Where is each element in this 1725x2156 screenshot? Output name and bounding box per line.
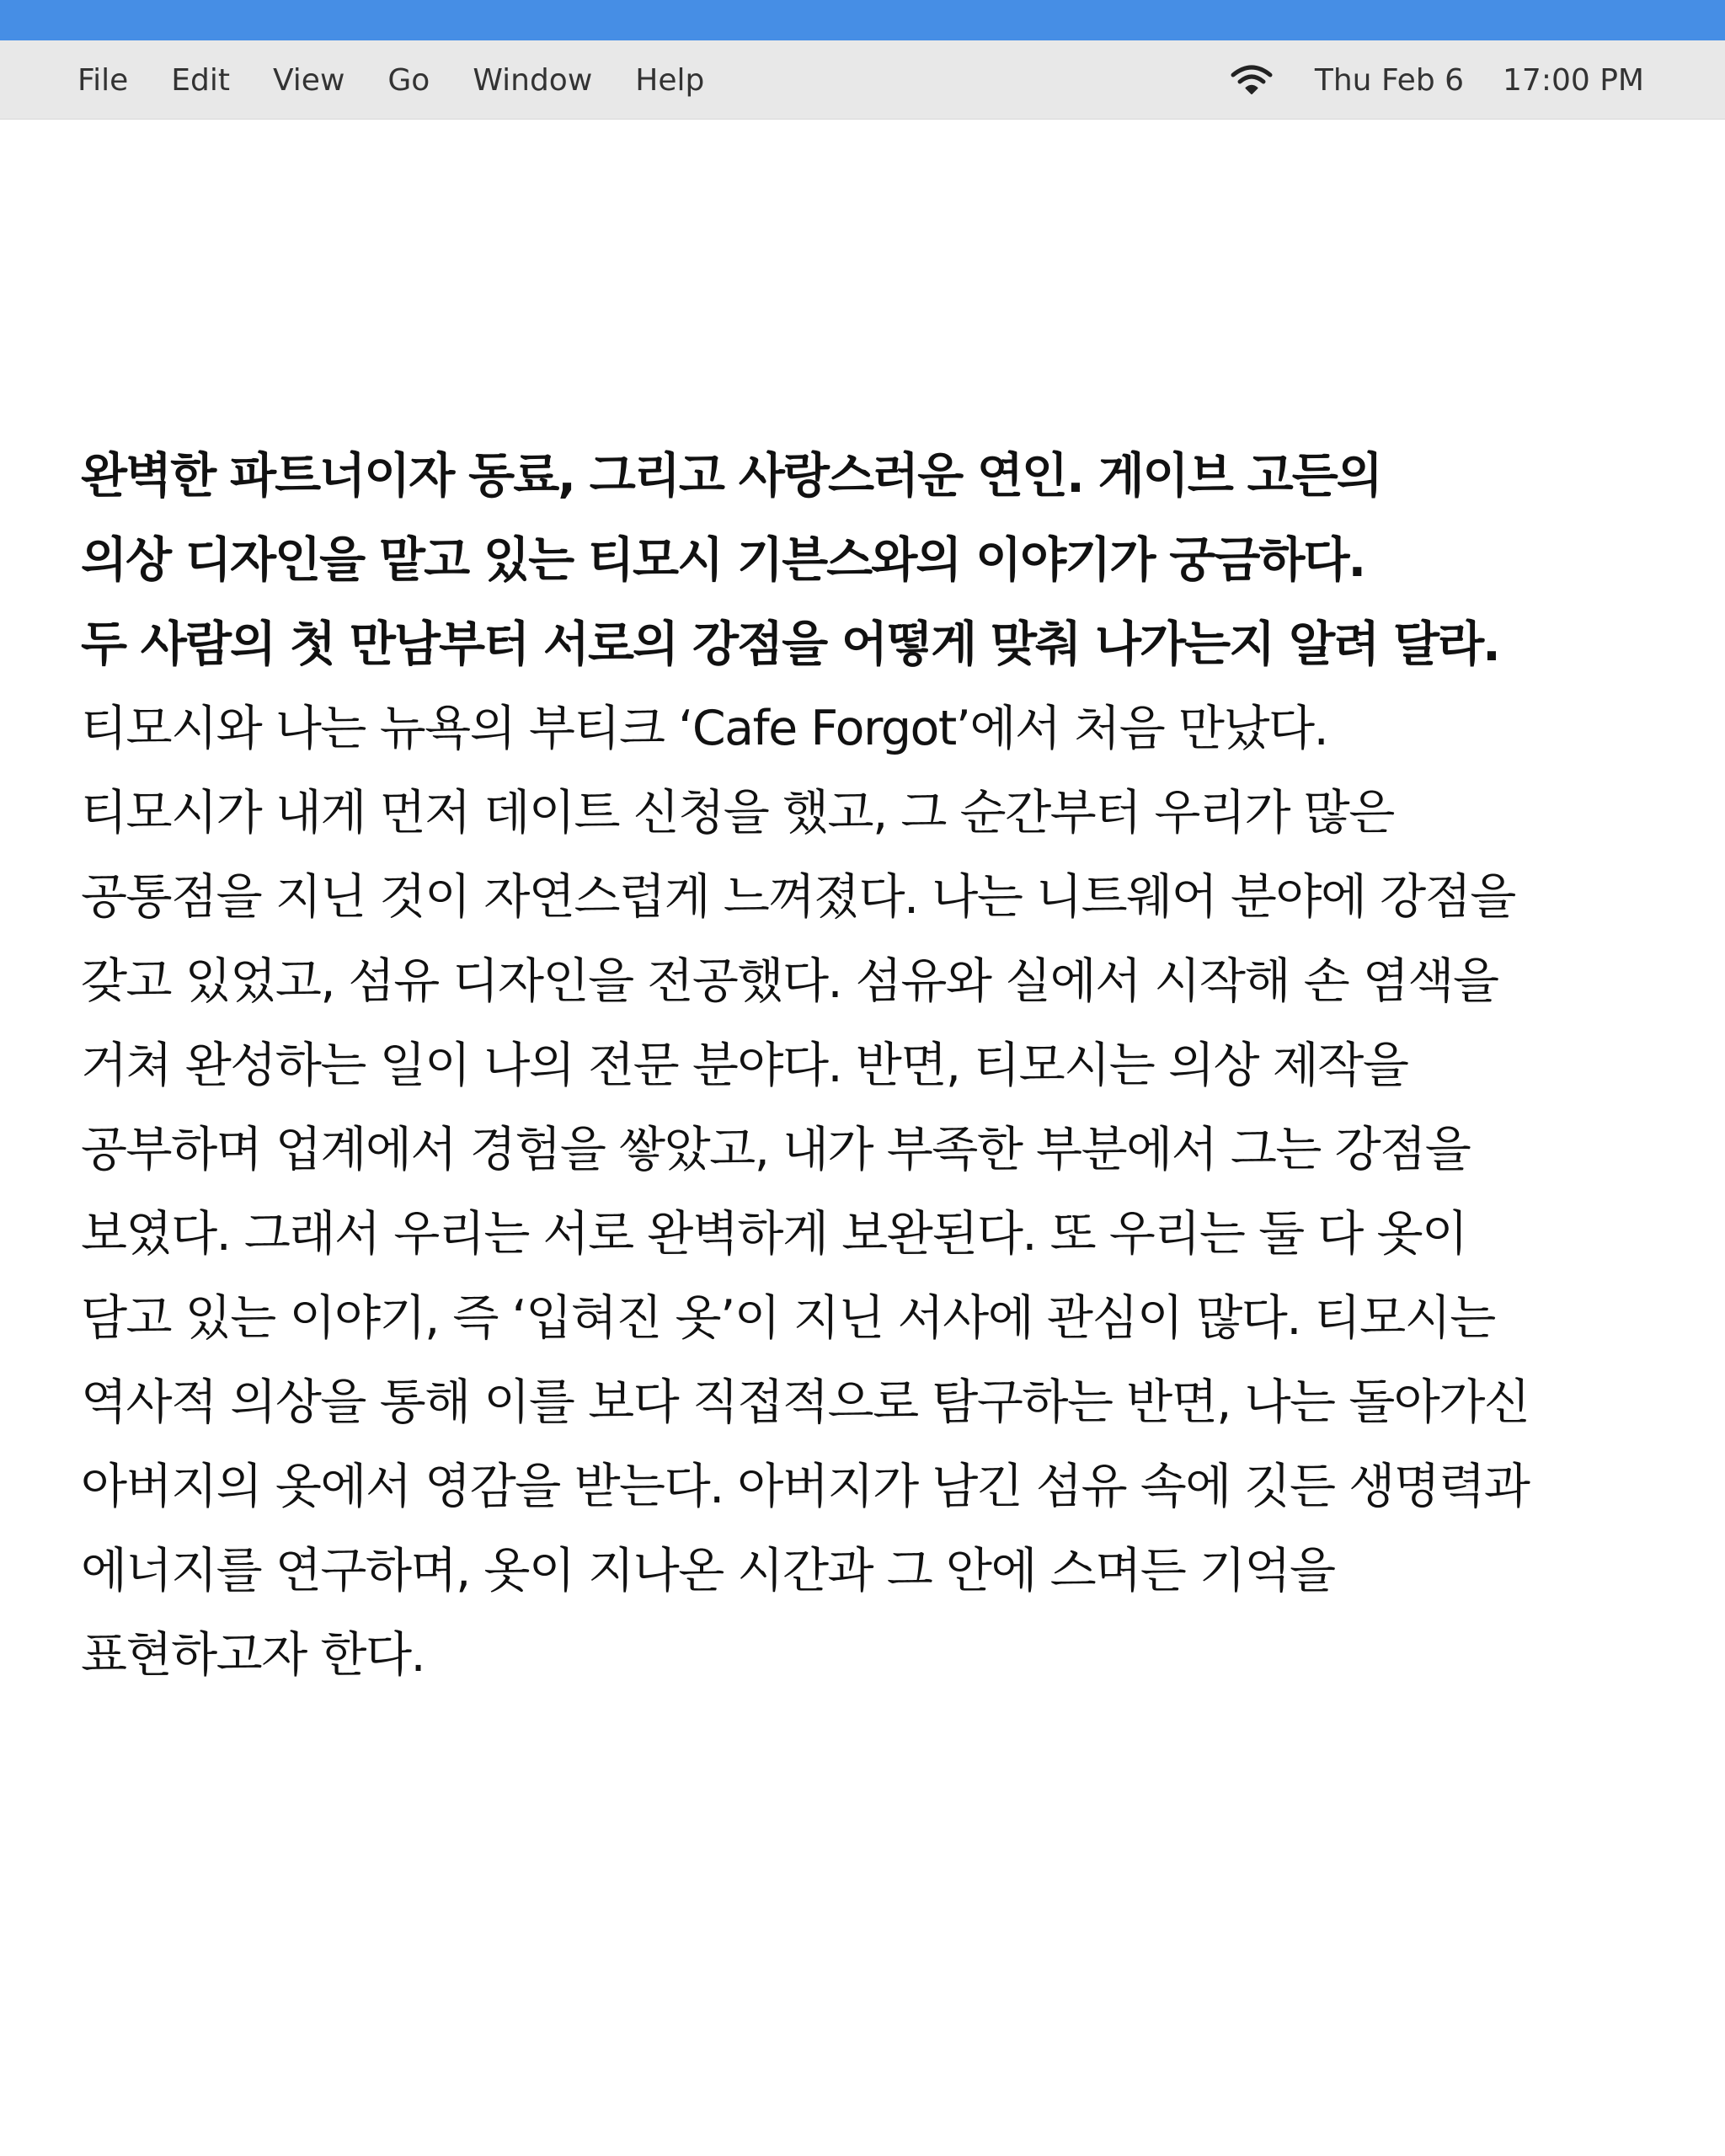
menu-window[interactable]: Window bbox=[473, 62, 593, 98]
menu-bar bbox=[0, 40, 1725, 120]
answer-line: 티모시가 내게 먼저 데이트 신청을 했고, 그 순간부터 우리가 많은 bbox=[81, 785, 1394, 841]
interview-question bbox=[81, 434, 1664, 686]
menu-view[interactable]: View bbox=[272, 62, 345, 98]
status-time[interactable]: 17:00 PM bbox=[1503, 62, 1644, 98]
menu-items bbox=[77, 40, 747, 120]
answer-line: 에너지를 연구하며, 옷이 지나온 시간과 그 안에 스며든 기억을 bbox=[81, 1543, 1335, 1598]
menu-go[interactable]: Go bbox=[387, 62, 430, 98]
article-body bbox=[81, 434, 1664, 1697]
top-accent-bar bbox=[0, 0, 1725, 40]
answer-line: 보였다. 그래서 우리는 서로 완벽하게 보완된다. 또 우리는 둘 다 옷이 bbox=[81, 1206, 1467, 1262]
answer-line: 갖고 있었고, 섬유 디자인을 전공했다. 섬유와 실에서 시작해 손 염색을 bbox=[81, 953, 1498, 1009]
answer-line: 공통점을 지닌 것이 자연스럽게 느껴졌다. 나는 니트웨어 분야에 강점을 bbox=[81, 869, 1515, 925]
question-line: 두 사람의 첫 만남부터 서로의 강점을 어떻게 맞춰 나가는지 알려 달라. bbox=[81, 616, 1499, 672]
question-line: 의상 디자인을 맡고 있는 티모시 기븐스와의 이야기가 궁금하다. bbox=[81, 532, 1365, 588]
question-line: 완벽한 파트너이자 동료, 그리고 사랑스러운 연인. 게이브 고든의 bbox=[81, 448, 1381, 504]
menu-file[interactable]: File bbox=[77, 62, 129, 98]
status-date[interactable]: Thu Feb 6 bbox=[1314, 62, 1465, 98]
menu-help[interactable]: Help bbox=[635, 62, 705, 98]
answer-line: 역사적 의상을 통해 이를 보다 직접적으로 탐구하는 반면, 나는 돌아가신 bbox=[81, 1374, 1530, 1430]
answer-line: 티모시와 나는 뉴욕의 부티크 ‘Cafe Forgot’에서 처음 만났다. bbox=[81, 701, 1328, 756]
answer-line: 담고 있는 이야기, 즉 ‘입혀진 옷’이 지닌 서사에 관심이 많다. 티모시는 bbox=[81, 1290, 1495, 1346]
status-area bbox=[1231, 40, 1644, 120]
interview-answer bbox=[81, 686, 1664, 1697]
answer-line: 아버지의 옷에서 영감을 받는다. 아버지가 남긴 섬유 속에 깃든 생명력과 bbox=[81, 1459, 1530, 1514]
menu-edit[interactable]: Edit bbox=[171, 62, 230, 98]
answer-line: 공부하며 업계에서 경험을 쌓았고, 내가 부족한 부분에서 그는 강점을 bbox=[81, 1122, 1471, 1177]
answer-line: 표현하고자 한다. bbox=[81, 1627, 425, 1683]
wifi-icon[interactable] bbox=[1231, 64, 1273, 96]
answer-line: 거쳐 완성하는 일이 나의 전문 분야다. 반면, 티모시는 의상 제작을 bbox=[81, 1038, 1408, 1093]
